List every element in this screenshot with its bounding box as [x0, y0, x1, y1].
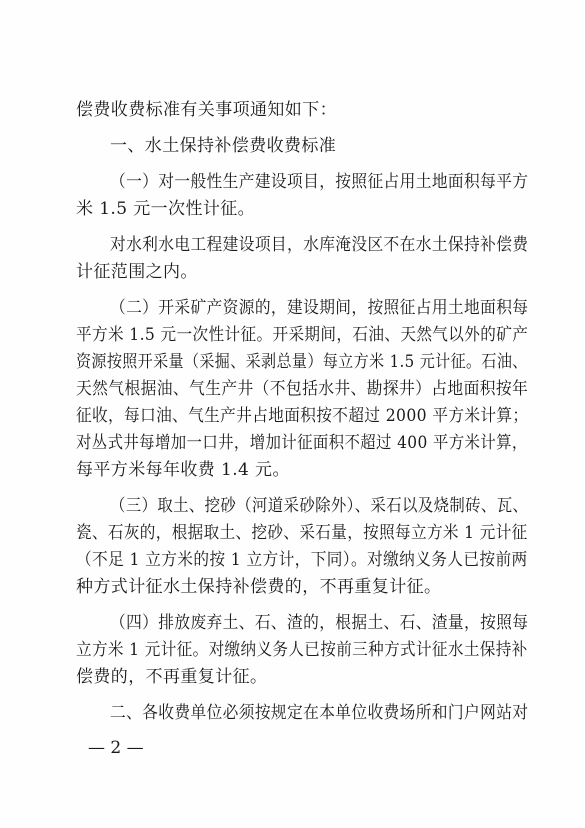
text-line: （一）对一般性生产建设项目，按照征占用土地面积每平方 [110, 172, 529, 192]
text-line: 征收，每口油、气生产井占地面积按不超过 2000 平方米计算； [76, 406, 529, 426]
text-line: 米 1.5 元一次性计征。 [76, 199, 256, 219]
section-heading: 一、水土保持补偿费收费标准 [110, 136, 337, 156]
text-line: 平方米 1.5 元一次性计征。开采期间，石油、天然气以外的矿产 [76, 325, 529, 345]
text-line: 对丛式井每增加一口井，增加计征面积不超过 400 平方米计算， [76, 433, 528, 453]
text-line: 计征范围之内。 [76, 262, 198, 282]
text-line: 每平方米每年收费 1.4 元。 [76, 460, 290, 480]
text-line: （三）取土、挖砂（河道采砂除外）、采石以及烧制砖、瓦、 [110, 496, 529, 516]
text-line: 天然气根据油、气生产井（不包括水井、勘探井）占地面积按年 [76, 379, 529, 399]
section-heading: 二、各收费单位必须按规定在本单位收费场所和门户网站对 [110, 703, 529, 723]
text-line: 种方式计征水土保持补偿费的，不再重复计征。 [76, 577, 442, 597]
page-number: — 2 — [88, 738, 144, 758]
text-line: （二）开采矿产资源的，建设期间，按照征占用土地面积每 [110, 298, 529, 318]
text-line: （四）排放废弃土、石、渣的，根据土、石、渣量，按照每 [110, 613, 529, 633]
text-line: 对水利水电工程建设项目，水库淹没区不在水土保持补偿费 [110, 235, 529, 255]
text-line: 资源按照开采量（采掘、采剥总量）每立方米 1.5 元计征。石油、 [76, 352, 528, 372]
text-line: 瓷、石灰的，根据取土、挖砂、采石量，按照每立方米 1 元计征 [76, 523, 528, 543]
text-line: 立方米 1 元计征。对缴纳义务人已按前三种方式计征水土保持补 [76, 640, 528, 660]
text-line: 偿费收费标准有关事项通知如下： [76, 100, 337, 120]
text-line: （不足 1 立方米的按 1 立方计，下同）。对缴纳义务人已按前两 [76, 550, 528, 570]
text-line: 偿费的，不再重复计征。 [76, 667, 268, 687]
